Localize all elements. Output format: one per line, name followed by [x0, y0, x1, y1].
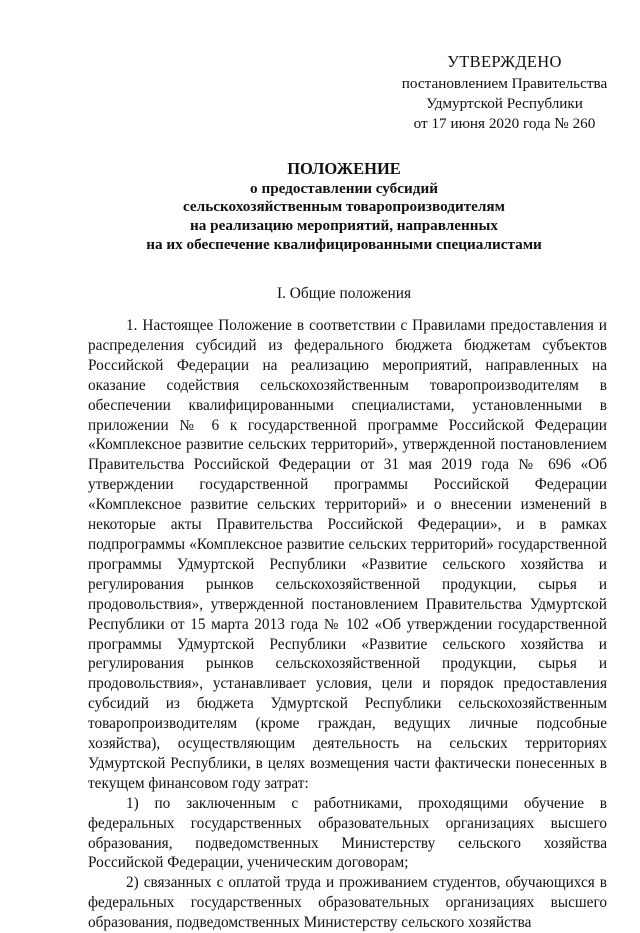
title-line: на их обеспечение квалифицированными специалистами: [146, 235, 542, 253]
title-line: на реализацию мероприятий, направленных: [190, 217, 498, 235]
approval-block: [382, 52, 627, 134]
paragraph: 1) по заключенным с работниками, проходящими обучение в федеральных государственных образовательных организациях высшего образования, подведомственных Министерству сельского хозяйства Российской Федерации, ученическим договорам;: [88, 794, 607, 872]
section-heading: I. Общие положения: [276, 285, 412, 302]
approval-line: постановлением Правительства: [401, 75, 608, 92]
approval-line: Удмуртской Республики: [426, 95, 583, 112]
title-line: сельскохозяйственным товаропроизводителям: [183, 198, 505, 216]
paragraph: 2) связанных с оплатой труда и проживанием студентов, обучающихся в федеральных государственных образовательных организациях высшего образования, подведомственных Министерству сельского хозяйства: [88, 874, 607, 932]
document-body: [88, 316, 607, 933]
paragraph: 1. Настоящее Положение в соответствии с Правилами предоставления и распределения субсидий из федерального бюджета бюджетам субъектов Российской Федерации на реализацию мероприятий, направленных на оказание содействия сельскохозяйственным товаропроизводителям в обеспечении квалифицированными специалистами, установленными в приложении № 6 к государственной программе Российской Федерации «Комплексное развитие сельских территорий», утвержденной постановлением Правительства Российской Федерации от 31 мая 2019 года № 696 «Об утверждении государственной программы Российской Федерации «Комплексное развитие сельских территорий» и о внесении изменений в некоторые акты Правительства Российской Федерации», и в рамках подпрограммы «Комплексное развитие сельских территорий» государственной программы Удмуртской Республики «Развитие сельского хозяйства и регулирования рынков сельскохозяйственной продукции, сырья и продовольствия», утвержденной постановлением Правительства Удмуртской Республики от 15 марта 2013 года № 102 «Об утверждении государственной программы Удмуртской Республики «Развитие сельского хозяйства и регулирования рынков сельскохозяйственной продукции, сырья и продовольствия», устанавливает условия, цели и порядок предоставления субсидий из бюджета Удмуртской Республики сельскохозяйственным товаропроизводителям (кроме граждан, ведущих личные подсобные хозяйства), осуществляющим деятельность на сельских территориях Удмуртской Республики, в целях возмещения части фактически понесенных в текущем финансовом году затрат:: [88, 317, 607, 792]
approval-line: от 17 июня 2020 года № 260: [413, 115, 596, 132]
title-main: ПОЛОЖЕНИЕ: [287, 159, 401, 178]
title-line: о предоставлении субсидий: [250, 179, 438, 197]
approval-stamp: УТВЕРЖДЕНО: [447, 52, 562, 71]
document-title: [96, 160, 592, 255]
